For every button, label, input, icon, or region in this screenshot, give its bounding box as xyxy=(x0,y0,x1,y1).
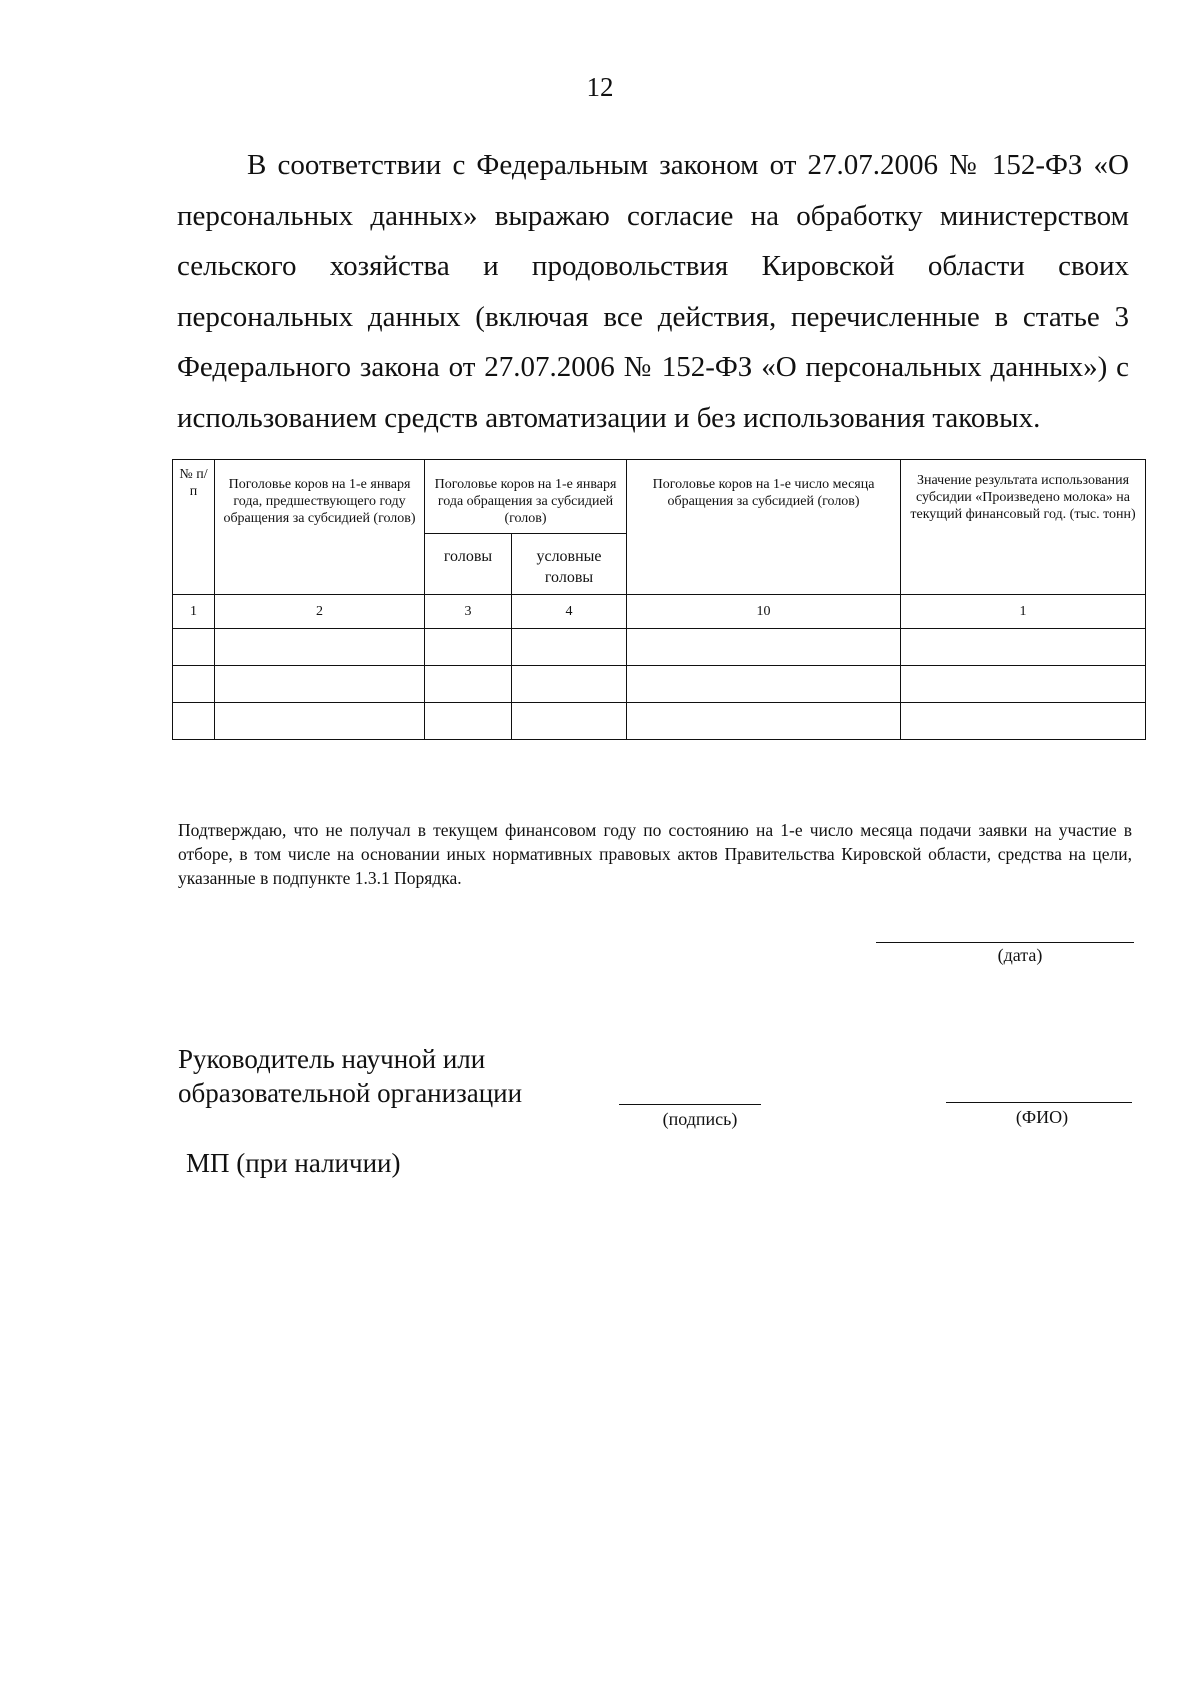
table-cell[interactable] xyxy=(425,629,512,666)
header-prev-year: Поголовье коров на 1-е января года, предшествующего году обращения за субсидией (голов) xyxy=(215,460,425,595)
table-row xyxy=(173,703,1146,740)
table-cell[interactable] xyxy=(512,629,627,666)
table-cell[interactable] xyxy=(512,666,627,703)
column-number: 4 xyxy=(512,595,627,629)
leader-title xyxy=(178,1042,522,1110)
signature-line[interactable] xyxy=(619,1104,761,1105)
page-number: 12 xyxy=(586,72,614,102)
date-caption: (дата) xyxy=(997,945,1043,965)
cattle-table xyxy=(172,459,1146,740)
table-cell[interactable] xyxy=(215,703,425,740)
table-cell[interactable] xyxy=(173,666,215,703)
table-cell[interactable] xyxy=(215,666,425,703)
table-cell[interactable] xyxy=(512,703,627,740)
column-number: 10 xyxy=(627,595,901,629)
seal-label: МП (при наличии) xyxy=(186,1148,401,1178)
column-number: 3 xyxy=(425,595,512,629)
table-row xyxy=(173,666,1146,703)
table-cell[interactable] xyxy=(627,703,901,740)
column-number: 1 xyxy=(901,595,1146,629)
table-header-row xyxy=(173,460,1146,534)
table-cell[interactable] xyxy=(627,629,901,666)
header-heads: головы xyxy=(425,534,512,595)
table-cell[interactable] xyxy=(901,629,1146,666)
table-cell[interactable] xyxy=(173,703,215,740)
name-caption: (ФИО) xyxy=(1015,1107,1069,1127)
date-line[interactable] xyxy=(876,942,1134,943)
name-line[interactable] xyxy=(946,1102,1132,1103)
confirmation-paragraph: Подтверждаю, что не получал в текущем финансовом году по состоянию на 1-е число месяца подачи заявки на участие в отборе, в том числе на основании иных нормативных правовых актов Правительства Кировской области, средства на цели, указанные в подпункте 1.3.1 Порядка. xyxy=(178,820,1132,888)
leader-title-line: Руководитель научной или xyxy=(178,1044,486,1074)
consent-paragraph: В соответствии с Федеральным законом от 27.07.2006 № 152-ФЗ «О персональных данных» выражаю согласие на обработку министерством сельского хозяйства и продовольствия Кировской области своих персональных данных (включая все действия, перечисленные в статье 3 Федерального закона от 27.07.2006 № 152-ФЗ «О персональных данных») с использованием средств автоматизации и без использования таковых. xyxy=(177,149,1129,434)
signature-caption: (подпись) xyxy=(662,1109,738,1129)
column-number: 2 xyxy=(215,595,425,629)
header-conditional-heads: условные головы xyxy=(512,534,627,595)
table-cell[interactable] xyxy=(627,666,901,703)
column-number: 1 xyxy=(173,595,215,629)
column-number-row xyxy=(173,595,1146,629)
table-cell[interactable] xyxy=(901,666,1146,703)
table-cell[interactable] xyxy=(425,703,512,740)
header-result: Значение результата использования субсидии «Произведено молока» на текущий финансовый год. (тыс. тонн) xyxy=(901,460,1146,595)
table-cell[interactable] xyxy=(901,703,1146,740)
header-num: № п/п xyxy=(173,460,215,595)
header-month: Поголовье коров на 1-е число месяца обращения за субсидией (голов) xyxy=(627,460,901,595)
table-row xyxy=(173,629,1146,666)
leader-title-line: образовательной организации xyxy=(178,1078,523,1108)
table-cell[interactable] xyxy=(215,629,425,666)
table-cell[interactable] xyxy=(173,629,215,666)
table-cell[interactable] xyxy=(425,666,512,703)
header-current-year: Поголовье коров на 1-е января года обращения за субсидией (голов) xyxy=(425,460,627,534)
